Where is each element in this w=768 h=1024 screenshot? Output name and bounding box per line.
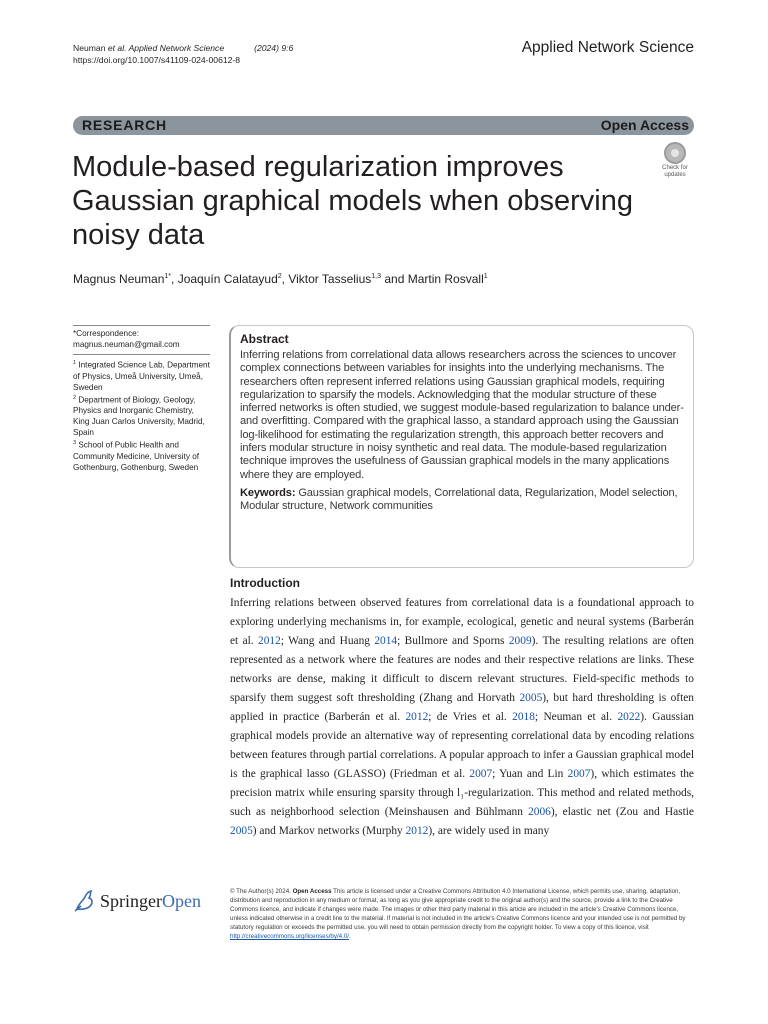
- research-banner: [73, 116, 694, 135]
- sidebar-divider: [73, 354, 210, 355]
- keywords-list: Gaussian graphical models, Correlational data, Regularization, Model selection, Modular structure, Network communities: [240, 486, 678, 513]
- keywords-label: Keywords:: [240, 486, 296, 499]
- body-text: ). Gaussian graphical models provide an alternative way of representing correlational data by encoding relations between features through partial correlations. A popular approach to infer a Gaussian graphical model is the graphical lasso (GLASSO) (Friedman et al.: [230, 711, 694, 780]
- publisher-name-part2: Open: [162, 891, 201, 911]
- journal-name: Applied Network Science: [521, 39, 694, 56]
- running-head: [73, 42, 293, 66]
- affiliation-number: 3: [73, 440, 77, 447]
- author-separator: ,: [281, 272, 289, 286]
- running-head-doi[interactable]: https://doi.org/10.1007/s41109-024-00612-8: [73, 55, 241, 65]
- footer-license-text: This article is licensed under a Creative Commons Attribution 4.0 International License, which permits use, sharing, adaptation, distribution and reproduction in any medium or format, as long as you give appropriate credit to the original author(s) and the source, provide a link to the Creative Commons licence, and indicate if changes were made. The images or other third party material in this article are included in the article's Creative Commons licence, unless indicated otherwise in a credit line to the material. If material is not included in the article's Creative Commons licence and your intended use is not permitted by statutory regulation or exceeds the permitted use, you will need to obtain permission directly from the copyright holder. To view a copy of this licence, visit: [230, 888, 686, 931]
- body-text: ), elastic net (Zou and Hastie: [550, 806, 694, 818]
- abstract-box: [229, 325, 694, 568]
- publisher-name-part1: Springer: [100, 891, 162, 911]
- affiliation-text: Department of Biology, Geology, Physics and Inorganic Chemistry, King Juan Carlos University, Madrid, Spain: [73, 395, 205, 438]
- citation-link[interactable]: 2012: [405, 825, 429, 837]
- footer-open-access: Open Access: [292, 888, 332, 895]
- affiliation-item: [73, 393, 210, 439]
- author-affiliation-mark: 1,3: [371, 273, 382, 280]
- article-title: Module-based regularization improves Gaussian graphical models when observing noisy data: [72, 151, 633, 251]
- footer-end: .: [349, 933, 351, 940]
- author-separator: ,: [171, 272, 178, 286]
- body-text: Inferring relations between observed features from correlational data is a foundational approach to exploring underlying mechanisms in, for example, ecological, genetic and neural systems (Barberán et al.: [230, 597, 694, 647]
- citation-link[interactable]: 2005: [230, 825, 253, 837]
- body-text: ) and Markov networks (Murphy: [252, 825, 406, 837]
- affiliation-item: [73, 438, 210, 473]
- running-head-volume: (2024) 9:6: [254, 43, 294, 53]
- running-head-citation: [73, 42, 293, 54]
- check-updates-line1: Check for: [662, 165, 688, 171]
- body-text: ), but hard thresholding is often applied in practice (Barberán et al.: [230, 692, 695, 723]
- body-text: ). The resulting relations are often represented as a network where the features are nodes and their respective relations are links. These networks are dense, making it difficult to discern relevant structures. Field-specific methods to sparsify them suggest soft thresholding (Zhang and Horvath: [230, 635, 694, 704]
- author-affiliation-mark: 2: [277, 273, 282, 280]
- citation-link[interactable]: 2018: [512, 711, 535, 723]
- citation-link[interactable]: 2005: [519, 692, 543, 704]
- body-text: ; de Vries et al.: [428, 711, 513, 723]
- body-text: ; Yuan and Lin: [492, 768, 568, 780]
- running-head-author: Neuman: [73, 43, 108, 53]
- license-link[interactable]: http://creativecommons.org/licenses/by/4.0/: [230, 933, 349, 940]
- license-footer: [230, 887, 694, 941]
- affiliation-number: 1: [73, 360, 77, 366]
- springer-open-logo: [73, 887, 218, 917]
- correspondence-email[interactable]: magnus.neuman@gmail.com: [73, 340, 180, 349]
- author-name[interactable]: Joaquín Calatayud: [177, 272, 278, 286]
- affiliations-sidebar: [73, 325, 210, 473]
- check-updates-icon: [664, 142, 686, 164]
- body-text: ), which estimates the precision matrix while ensuring sparsity through l₁-regularization. This method and related methods, such as neighborhood selection (Meinshausen and Bühlmann: [230, 768, 694, 818]
- body-text: ; Neuman et al.: [534, 711, 618, 723]
- author-affiliation-mark: 1*: [164, 273, 172, 280]
- correspondence-label: *Correspondence:: [73, 329, 139, 338]
- citation-link[interactable]: 2007: [469, 768, 493, 780]
- citation-link[interactable]: 2009: [508, 635, 532, 647]
- citation-link[interactable]: 2022: [617, 711, 641, 723]
- open-access-label: Open Access: [600, 117, 689, 133]
- affiliation-number: 2: [73, 394, 77, 401]
- citation-link[interactable]: 2014: [374, 635, 398, 647]
- check-for-updates-badge[interactable]: [656, 140, 694, 178]
- affiliation-text: School of Public Health and Community Medicine, University of Gothenburg, Gothenburg, Sweden: [73, 441, 200, 473]
- keywords: [240, 487, 685, 514]
- abstract-text: Inferring relations from correlational data allows researchers across the sciences to uncover complex connections between variables for insights into the underlying mechanisms. The researchers often represent inferred relations using Gaussian graphical models, requiring regularization to sparsify the models. Acknowledging that the modular structure of these inferred networks is often studied, we suggest module-based regularization to balance under- and overfitting. Compared with the graphical lasso, a standard approach using the Gaussian log-likelihood for estimating the regularization strength, this approach better recovers and infers modular structure in noisy synthetic and real data. The module-based regularization technique improves the usefulness of Gaussian graphical models in the many applications where they are employed.: [240, 349, 684, 481]
- publisher-name: [100, 891, 201, 912]
- citation-link[interactable]: 2007: [567, 768, 591, 780]
- author-separator: and: [381, 272, 408, 286]
- research-label: RESEARCH: [82, 117, 167, 133]
- citation-link[interactable]: 2006: [528, 806, 551, 818]
- author-list: [73, 272, 488, 286]
- citation-link[interactable]: 2012: [258, 635, 281, 647]
- body-text: ), are widely used in many: [428, 825, 550, 837]
- footer-copyright: © The Author(s) 2024.: [230, 888, 293, 895]
- introduction-heading: Introduction: [230, 576, 300, 590]
- abstract-heading: Abstract: [240, 332, 289, 346]
- check-updates-text: [656, 165, 694, 178]
- affiliation-text: Integrated Science Lab, Department of Physics, Umeå University, Umeå, Sweden: [73, 360, 210, 392]
- author-affiliation-mark: 1: [483, 273, 488, 280]
- running-head-journal: et al. Applied Network Science: [107, 43, 225, 53]
- author-name[interactable]: Viktor Tasselius: [288, 272, 372, 286]
- author-name[interactable]: Magnus Neuman: [73, 272, 165, 286]
- check-updates-line2: updates: [664, 171, 686, 178]
- introduction-body: [230, 594, 694, 841]
- body-text: ; Bullmore and Sporns: [397, 635, 509, 647]
- body-text: ; Wang and Huang: [280, 635, 375, 647]
- sidebar-divider: [73, 325, 210, 326]
- citation-link[interactable]: 2012: [405, 711, 429, 723]
- springer-horse-icon: [73, 889, 95, 913]
- author-name[interactable]: Martin Rosvall: [407, 272, 484, 286]
- affiliation-item: [73, 358, 210, 393]
